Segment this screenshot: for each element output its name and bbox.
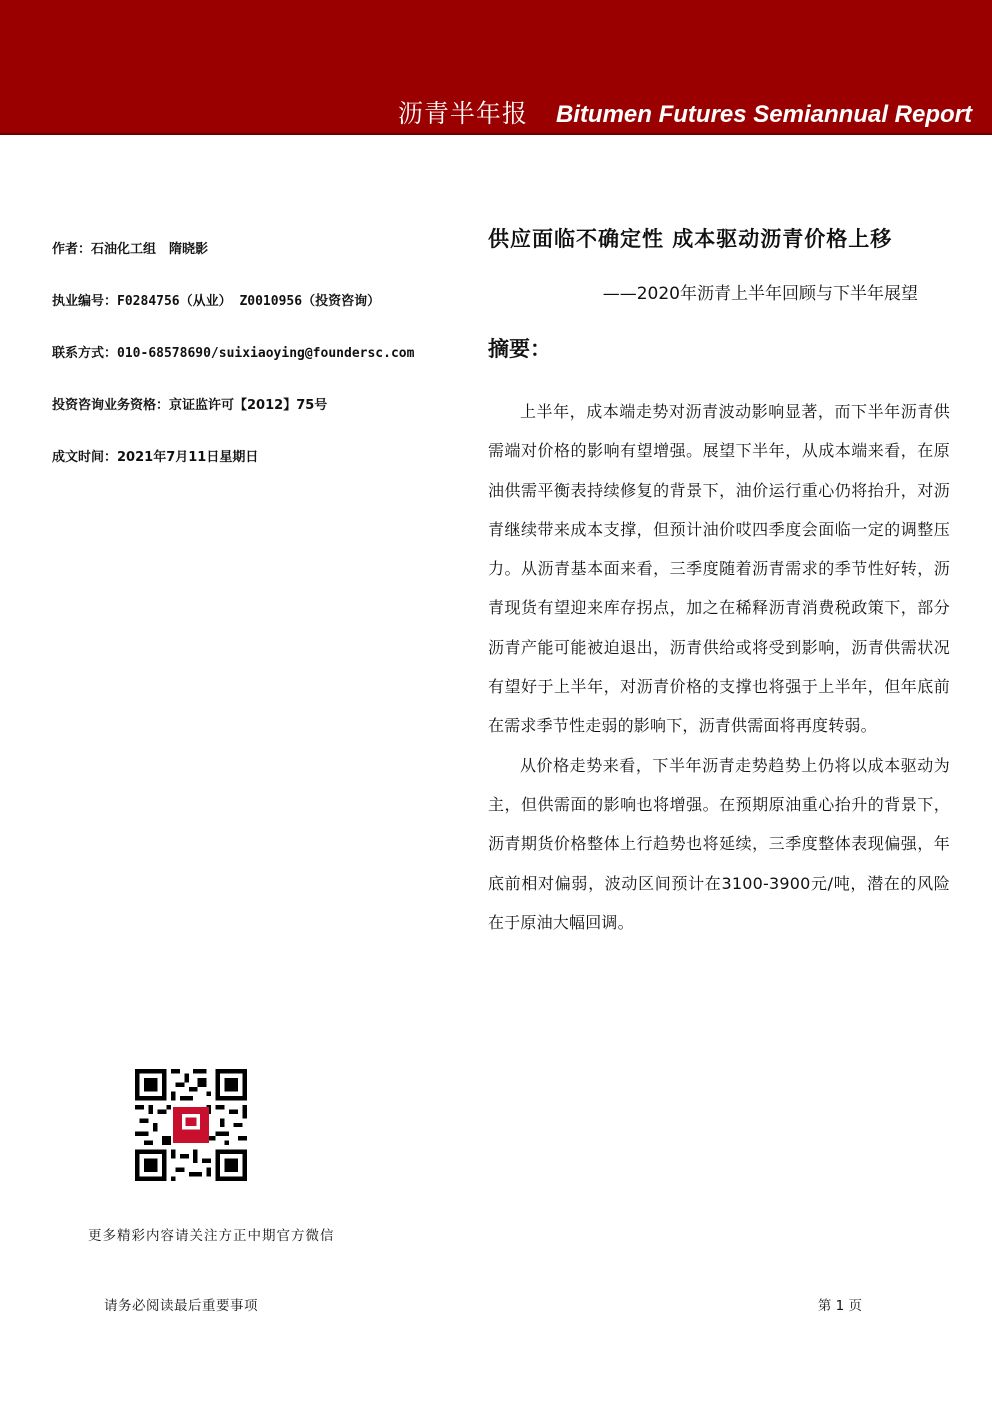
date-line [52, 448, 462, 500]
article-column [488, 222, 950, 942]
article-subtitle: ——2020年沥青上半年回顾与下半年展望 [602, 284, 918, 304]
qualification-line [52, 396, 462, 448]
report-title [398, 94, 972, 130]
author-info [52, 240, 462, 500]
date-value: 2021年7月11日星期日 [117, 450, 259, 465]
article-title: 供应面临不确定性 成本驱动沥青价格上移 [488, 227, 893, 251]
license-line [52, 292, 462, 344]
summary-paragraph-2: 从价格走势来看，下半年沥青走势趋势上仍将以成本驱动为主，但供需面的影响也将增强。在预期原油重心抬升的背景下，沥青期货价格整体上行趋势也将延续，三季度整体表现偏强，年底前相对偏弱，波动区间预计在3100-3900元/吨，潜在的风险在于原油大幅回调。 [488, 755, 950, 932]
date-label: 成文时间： [52, 450, 118, 465]
author-line [52, 240, 462, 292]
author-value: 石油化工组 隋晓影 [91, 242, 209, 257]
report-title-zh: 沥青半年报 [397, 99, 528, 128]
license-label: 执业编号： [52, 294, 118, 309]
summary-paragraph-1: 上半年，成本端走势对沥青波动影响显著，而下半年沥青供需端对价格的影响有望增强。展望下半年，从成本端来看，在原油供需平衡表持续修复的背景下，油价运行重心仍将抬升，对沥青继续带来成本支撑，但预计油价哎四季度会面临一定的调整压力。从沥青基本面来看，三季度随着沥青需求的季节性好转，沥青现货有望迎来库存拐点，加之在稀释沥青消费税政策下，部分沥青产能可能被迫退出，沥青供给或将受到影响，沥青供需状况有望好于上半年，对沥青价格的支撑也将强于上半年，但年底前在需求季节性走弱的影响下，沥青供需面将再度转弱。 [488, 402, 950, 736]
qualification-label: 投资咨询业务资格： [52, 398, 170, 413]
contact-value: 010-68578690/suixiaoying@foundersc.com [117, 346, 415, 361]
footer-notice: 请务必阅读最后重要事项 [104, 1298, 258, 1314]
contact-label: 联系方式： [52, 346, 118, 361]
report-title-en: Bitumen Futures Semiannual Report [555, 101, 972, 128]
contact-line [52, 344, 462, 396]
qualification-value: 京证监许可【2012】75号 [169, 398, 328, 413]
summary-heading: 摘要： [488, 337, 551, 361]
qr-caption: 更多精彩内容请关注方正中期官方微信 [88, 1228, 335, 1244]
author-label: 作者： [52, 242, 92, 257]
header-divider [0, 133, 992, 135]
wechat-qr-code [135, 1069, 247, 1181]
page-number: 第 1 页 [817, 1298, 862, 1314]
license-value: F0284756（从业） Z0010956（投资咨询） [117, 294, 381, 309]
